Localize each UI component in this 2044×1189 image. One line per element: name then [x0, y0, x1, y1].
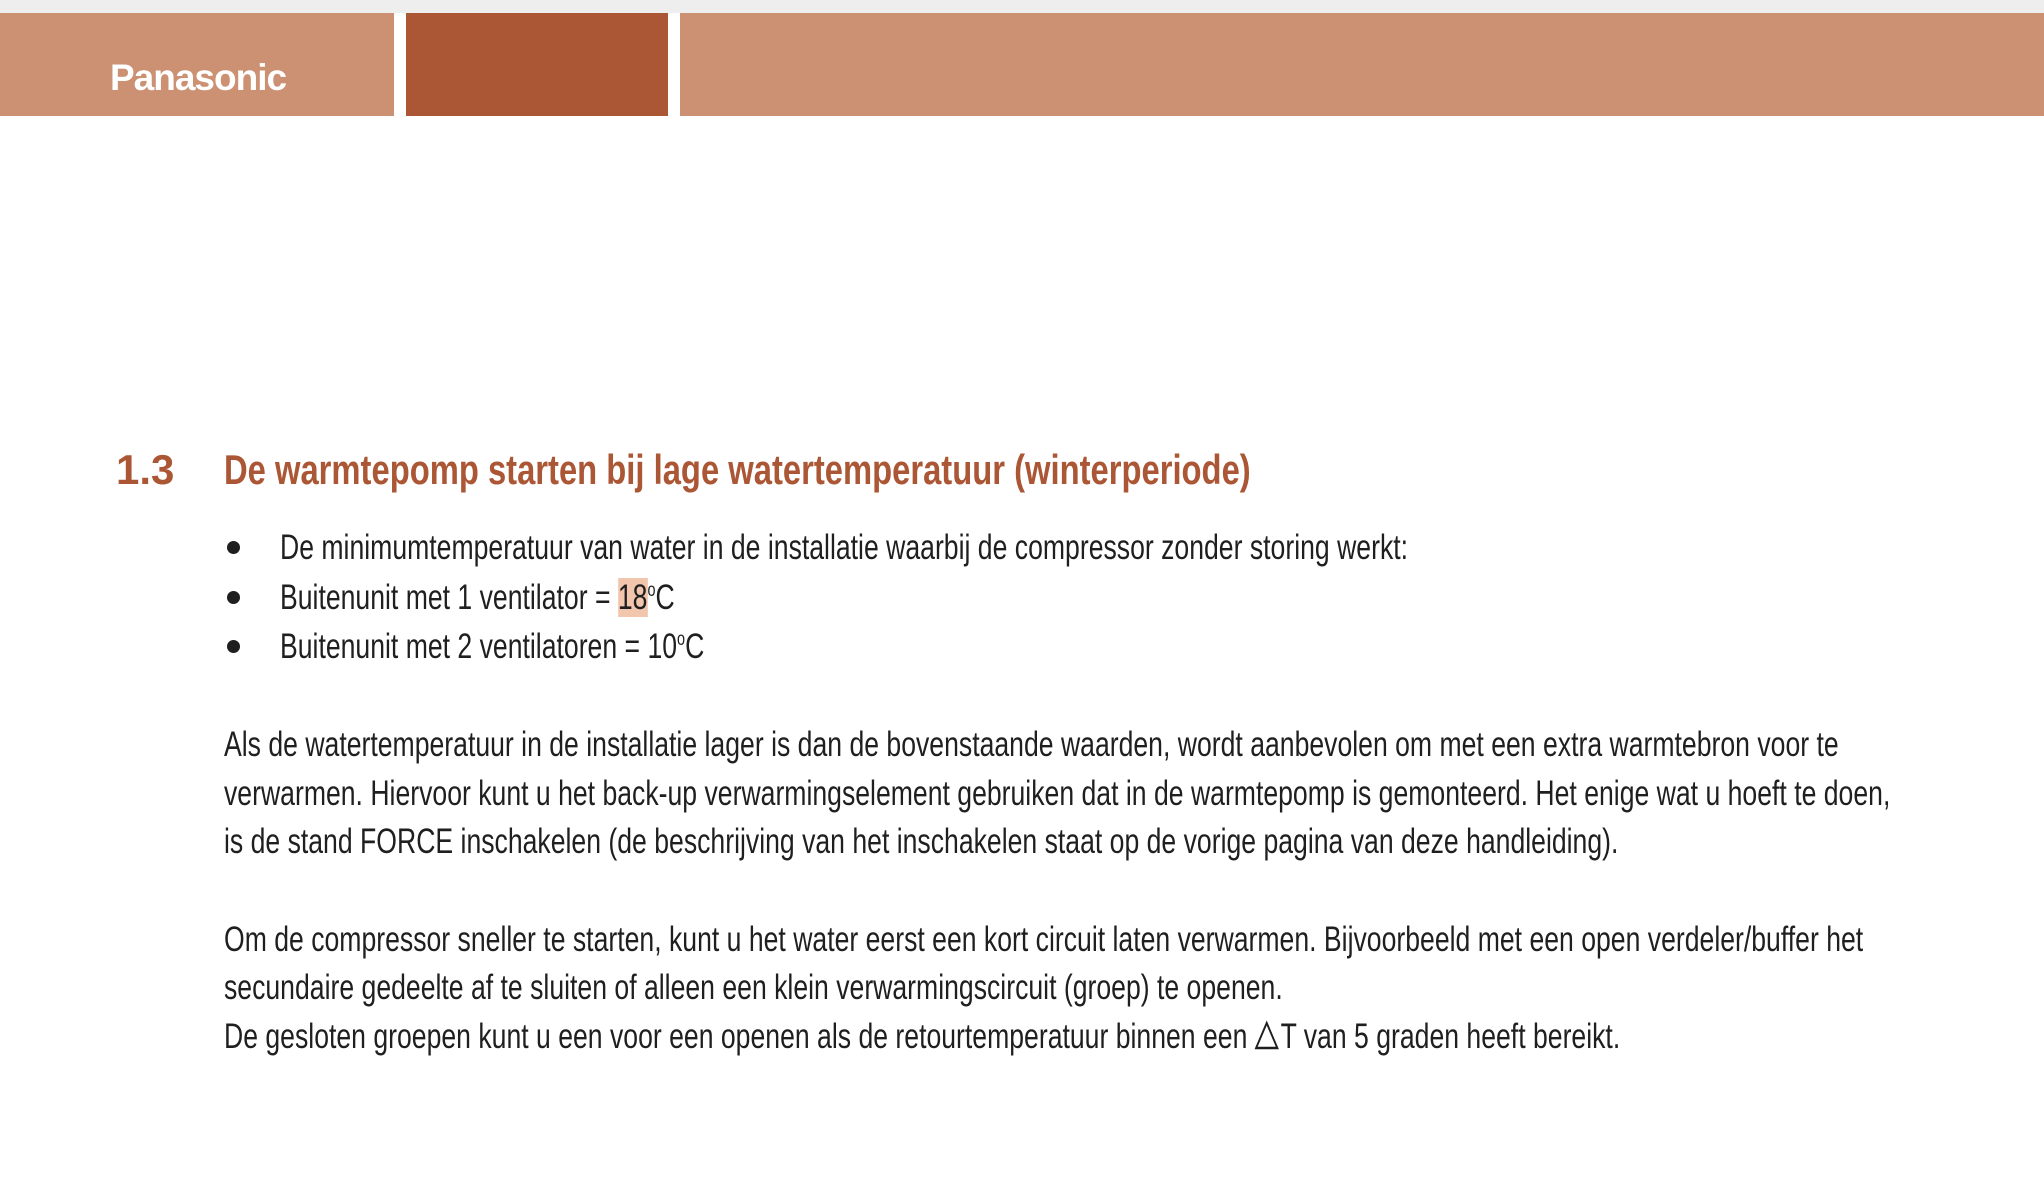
bullet-prefix: Buitenunit met 1 ventilator =	[280, 578, 618, 617]
unit: C	[655, 578, 675, 617]
paragraph-3-line-1	[224, 1013, 1620, 1061]
panasonic-logo: Panasonic	[110, 57, 287, 98]
header-band-right	[680, 13, 2044, 116]
section-number: 1.3	[116, 446, 175, 493]
bullet-text: De minimumtemperatuur van water in de installatie waarbij de compressor zonder storing werkt:	[280, 528, 1409, 567]
paragraph-3-after: T van 5 graden heeft bereikt.	[1280, 1017, 1621, 1056]
degree-sign: o	[647, 580, 656, 601]
bullet-item-3	[280, 623, 704, 671]
highlighted-value: 18	[617, 578, 648, 617]
top-strip	[0, 0, 2044, 13]
paragraph-2-line-1: Om de compressor sneller te starten, kunt u het water eerst een kort circuit laten verwarmen. Bijvoorbeeld met een open verdeler/buffer het	[224, 920, 1864, 959]
header-band-active	[406, 13, 668, 116]
header-band-left	[0, 13, 394, 116]
delta-icon	[1255, 1020, 1279, 1050]
paragraph-1-line-1: Als de watertemperatuur in de installatie lager is dan de bovenstaande waarden, wordt aanbevolen om met een extra warmtebron voor te	[224, 725, 1839, 764]
degree-sign: o	[677, 629, 686, 650]
bullet-item-1	[280, 524, 1408, 572]
paragraph-2-line-2: secundaire gedeelte af te sluiten of alleen een klein verwarmingscircuit (groep) te openen.	[224, 968, 1283, 1007]
bullet-prefix: Buitenunit met 2 ventilatoren = 10	[280, 627, 678, 666]
bullet-dot	[227, 591, 240, 604]
bullet-dot	[227, 640, 240, 653]
paragraph-3-before: De gesloten groepen kunt u een voor een openen als de retourtemperatuur binnen een	[224, 1017, 1255, 1056]
paragraph-1-line-2: verwarmen. Hiervoor kunt u het back-up verwarmingselement gebruiken dat in de warmtepomp is gemonteerd. Het enige wat u hoeft te doen,	[224, 774, 1891, 813]
paragraph-1-line-3: is de stand FORCE inschakelen (de beschrijving van het inschakelen staat op de vorige pagina van deze handleiding).	[224, 822, 1619, 861]
unit: C	[685, 627, 705, 666]
section-title: De warmtepomp starten bij lage watertemperatuur (winterperiode)	[224, 446, 1251, 493]
section-heading	[116, 442, 1996, 498]
bullet-item-2	[280, 574, 675, 622]
bullet-dot	[227, 541, 240, 554]
